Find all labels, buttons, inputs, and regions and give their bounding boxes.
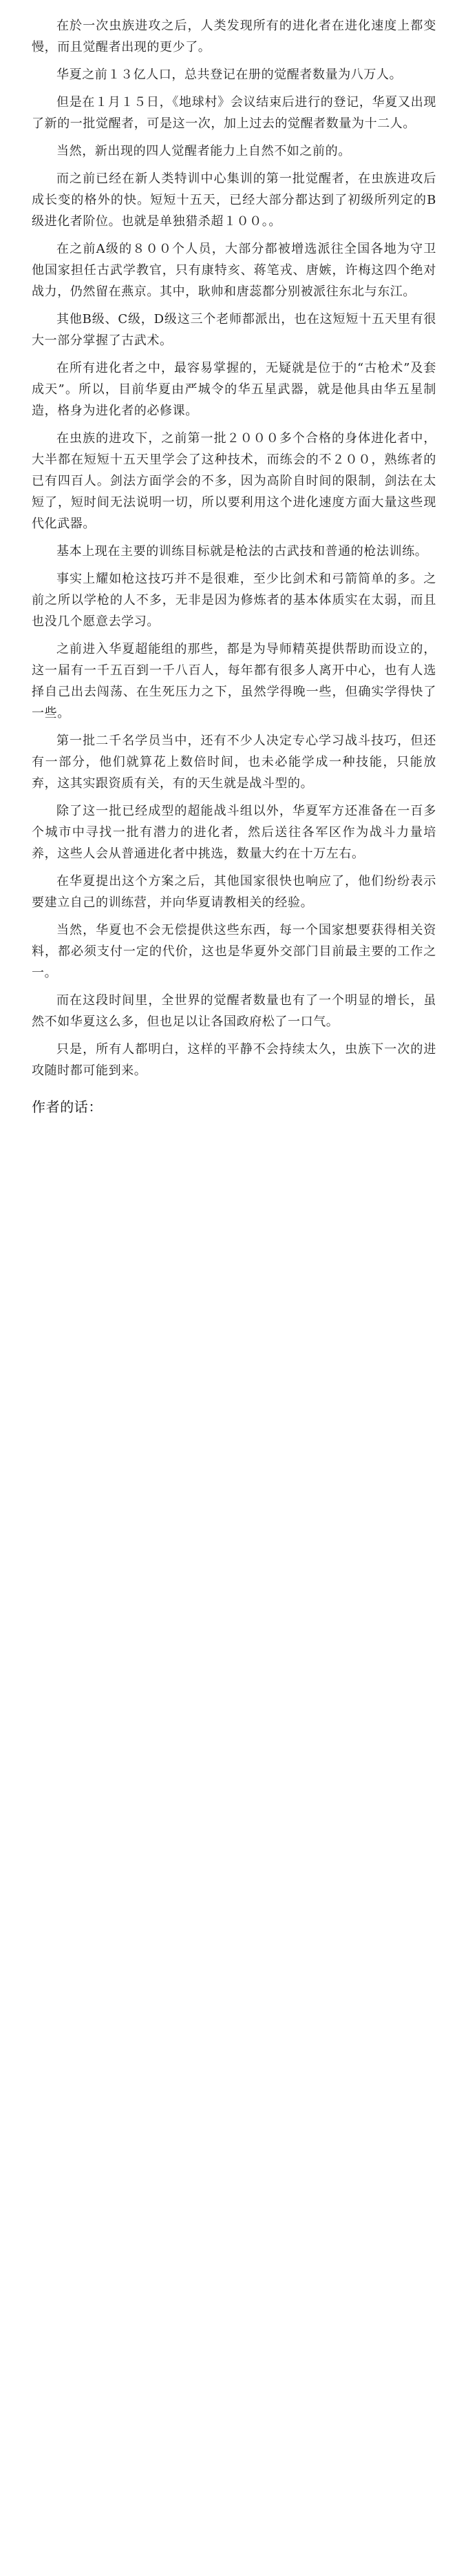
paragraph: 当然，华夏也不会无偿提供这些东西，每一个国家想要获得相关资料，都必须支付一定的代价，这也是华夏外交部门目前最主要的工作之一。 bbox=[32, 923, 436, 980]
paragraph: 在之前A级的８００个人员，大部分都被增选派往全国各地为守卫他国家担任古武学教官，只有康特亥、蒋笔戎、唐嫉，许梅这四个绝对战力，仍然留在燕京。其中，耿帅和唐蕊都分别被派往东北与东江。 bbox=[32, 242, 436, 299]
paragraph: 其他B级、C级，D级这三个老师都派出，也在这短短十五天里有很大一部分掌握了古武术。 bbox=[32, 312, 436, 348]
paragraph: 但是在１月１５日，《地球村》会议结束后进行的登记，华夏又出现了新的一批觉醒者，可是这一次，加上过去的觉醒者数量为十二人。 bbox=[32, 95, 436, 131]
paragraph: 在虫族的进攻下，之前第一批２０００多个合格的身体进化者中，大半都在短短十五天里学会了这种技术，而练会的不２００，熟练者的已有四百人。剑法方面学会的不多，因为高阶自时间的限制，剑法在太短了，短时间无法说明一切，所以要利用这个进化速度方面大量这些现代化武器。 bbox=[32, 431, 436, 531]
paragraph: 除了这一批已经成型的超能战斗组以外，华夏军方还准备在一百多个城市中寻找一批有潜力的进化者，然后送往各军区作为战斗力量培养，这些人会从普通进化者中挑选，数量大约在十万左右。 bbox=[32, 804, 436, 861]
author-note-label: 作者的话： bbox=[32, 1099, 103, 1115]
paragraph: 之前进入华夏超能组的那些，都是为导师精英提供帮助而设立的，这一届有一千五百到一千八百人，每年都有很多人离开中心，也有人选择自己出去闯荡、在生死压力之下，虽然学得晚一些，但确实学得快了一些。 bbox=[32, 642, 436, 720]
paragraph: 在於一次虫族进攻之后，人类发现所有的进化者在进化速度上都变慢，而且觉醒者出现的更少了。 bbox=[32, 19, 436, 54]
paragraph: 而之前已经在新人类特训中心集训的第一批觉醒者，在虫族进攻后成长变的格外的快。短短十五天，已经大部分都达到了初级所列定的B级进化者阶位。也就是单独猎杀超１００。。 bbox=[32, 172, 436, 229]
paragraph: 基本上现在主要的训练目标就是枪法的古武技和普通的枪法训练。 bbox=[56, 544, 428, 559]
paragraph: 事实上耀如枪这技巧并不是很难，至少比剑术和弓箭简单的多。之前之所以学枪的人不多，无非是因为修炼者的基本体质实在太弱，而且也没几个愿意去学习。 bbox=[32, 572, 436, 629]
paragraph: 而在这段时间里，全世界的觉醒者数量也有了一个明显的增长，虽然不如华夏这么多，但也足以让各国政府松了一口气。 bbox=[32, 993, 436, 1029]
paragraph: 华夏之前１３亿人口，总共登记在册的觉醒者数量为八万人。 bbox=[56, 67, 403, 82]
paragraph: 只是，所有人都明白，这样的平静不会持续太久，虫族下一次的进攻随时都可能到来。 bbox=[32, 1042, 436, 1078]
paragraph: 在所有进化者之中，最容易掌握的，无疑就是位于的“古枪术”及套成天”。所以，目前华夏由严城令的华五星武器，就是他具由华五星制造，格身为进化者的必修课。 bbox=[32, 361, 436, 418]
paragraph: 第一批二千名学员当中，还有不少人决定专心学习战斗技巧，但还有一部分，他们就算花上数倍时间，也未必能学成一种技能，只能放弃，这其实跟资质有关，有的天生就是战斗型的。 bbox=[32, 734, 436, 791]
paragraph: 在华夏提出这个方案之后，其他国家很快也响应了，他们纷纷表示要建立自己的训练营，并向华夏请教相关的经验。 bbox=[32, 874, 436, 910]
paragraph: 当然，新出现的四人觉醒者能力上自然不如之前的。 bbox=[56, 144, 351, 158]
